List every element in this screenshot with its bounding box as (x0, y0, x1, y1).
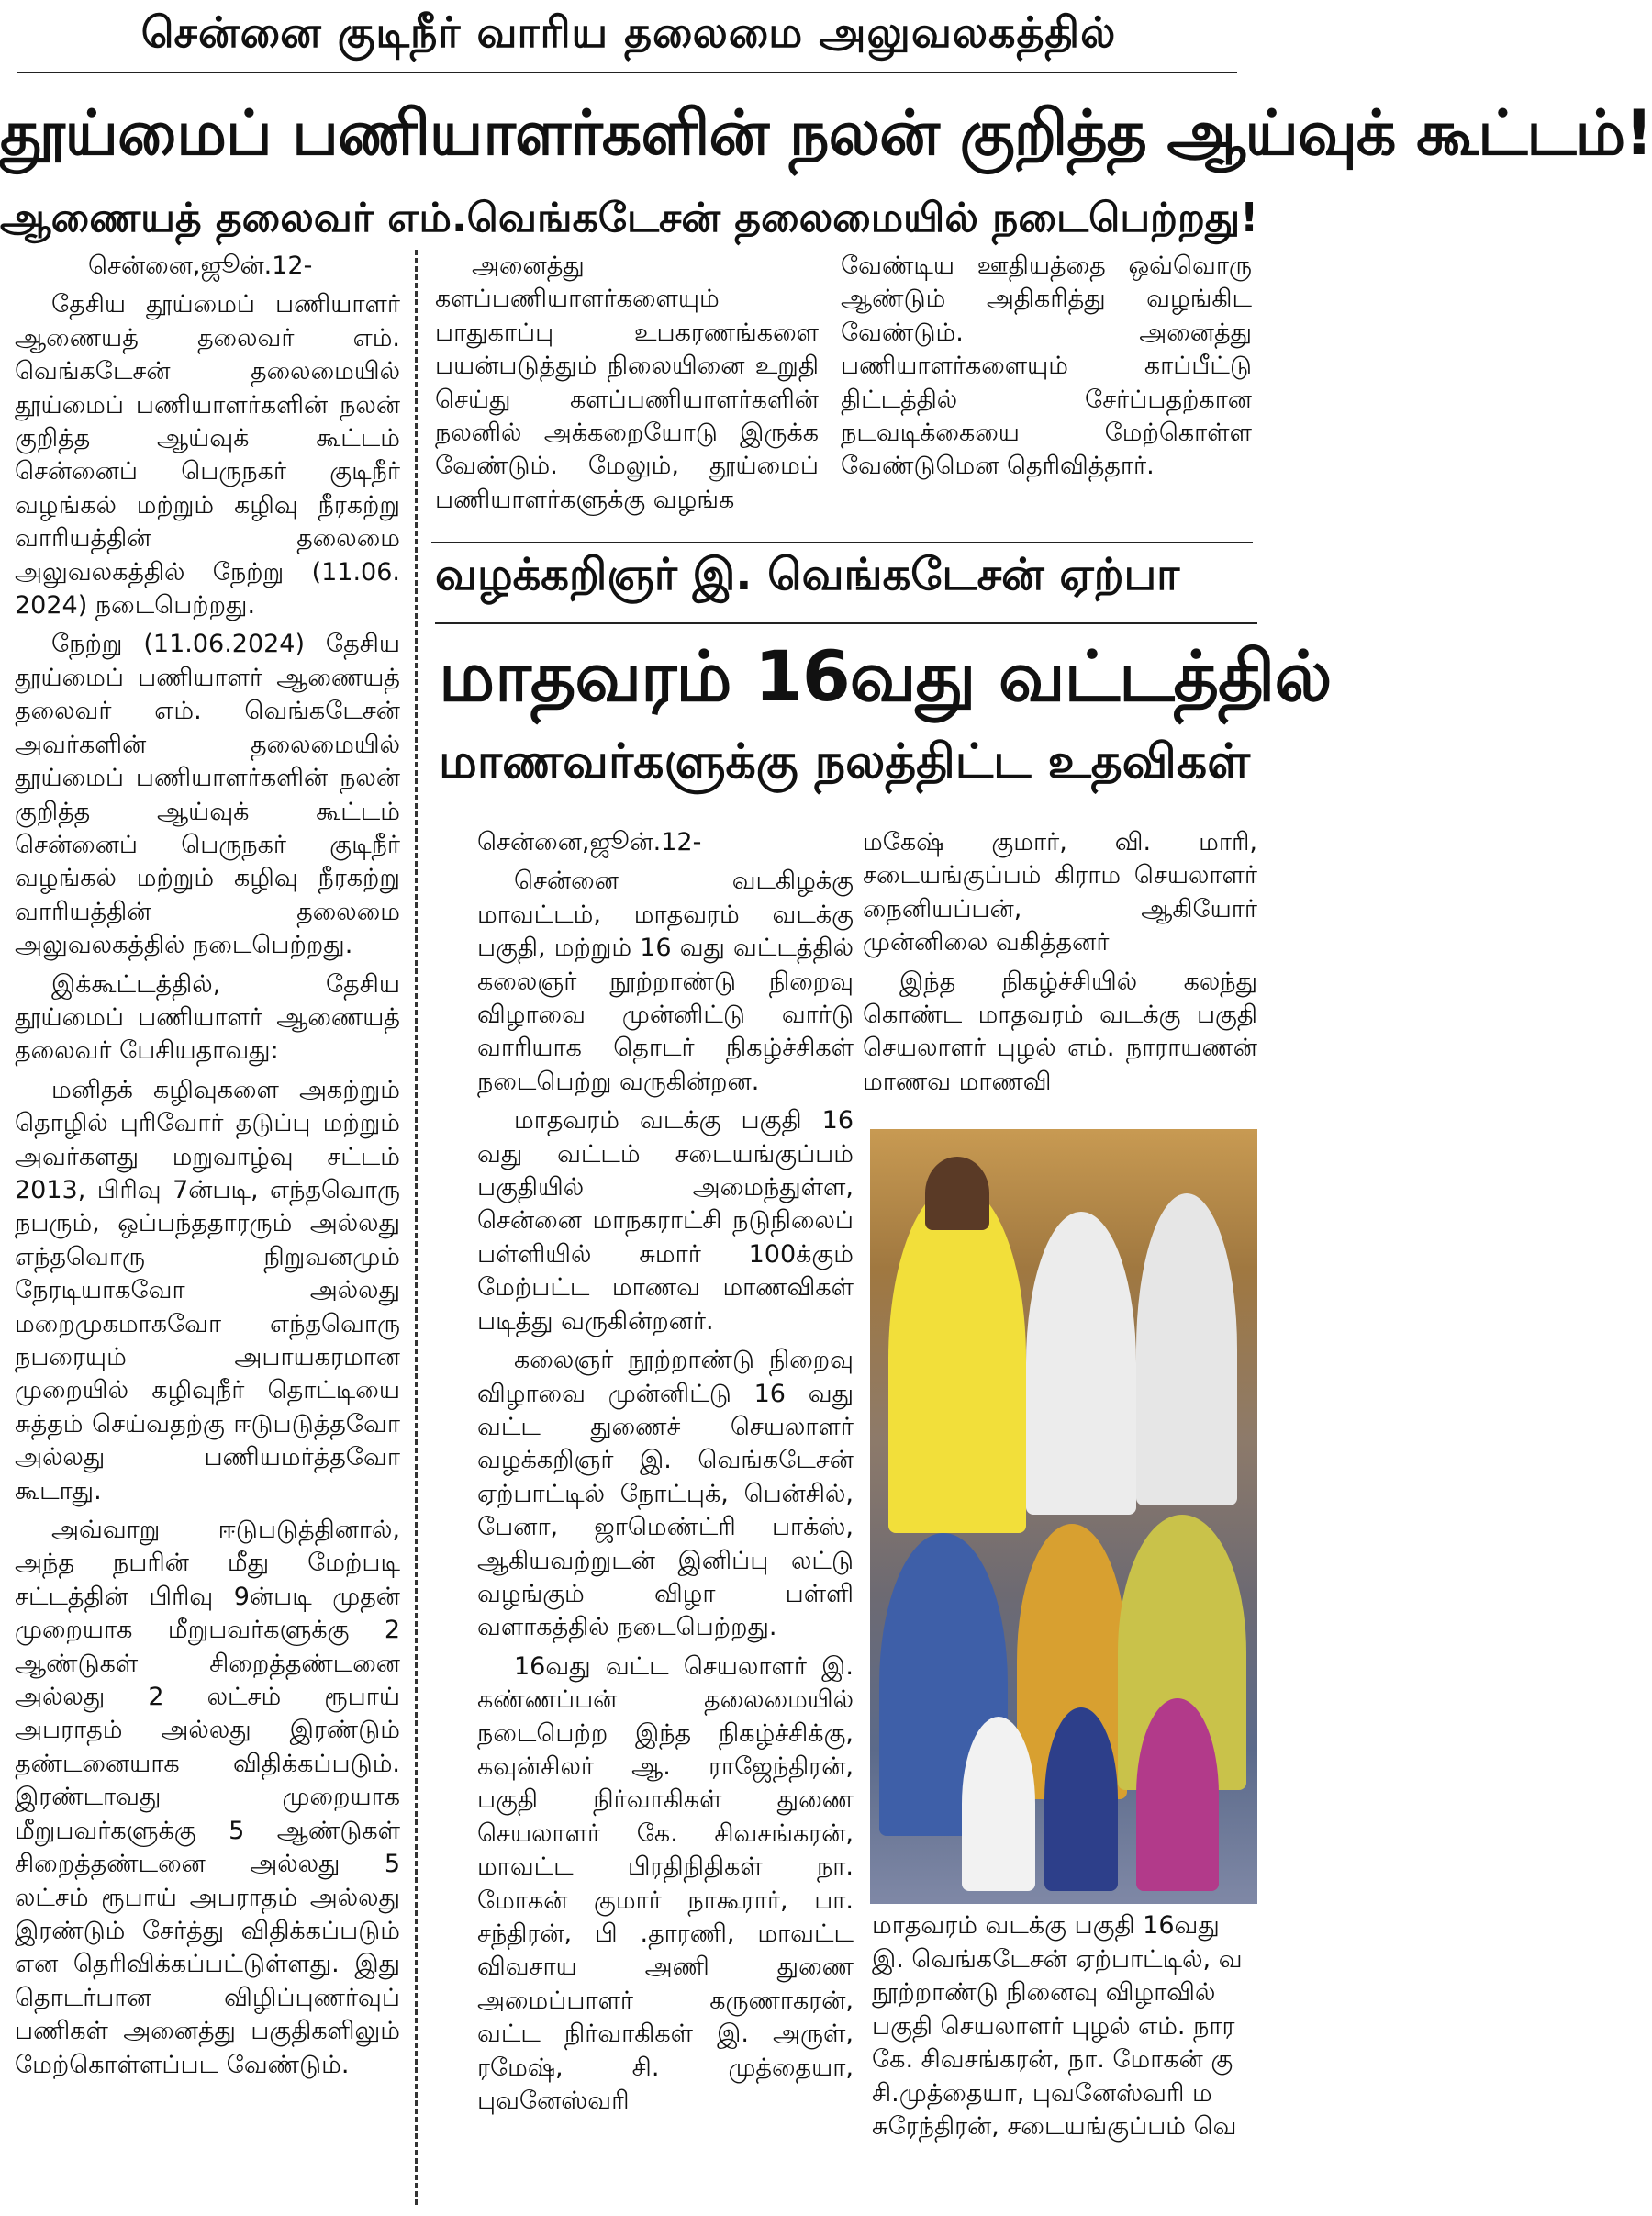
story2-column-2 (863, 826, 1257, 1129)
photo-caption (872, 1909, 1257, 2212)
caption-line: இ. வெங்கடேசன் ஏற்பாட்டில், வ (872, 1944, 1243, 1974)
top-divider (17, 72, 1237, 73)
column-divider (415, 250, 418, 2205)
event-photo (870, 1129, 1257, 1904)
story2-divider (435, 622, 1257, 624)
story2-column-1 (477, 826, 854, 2203)
story2-subheadline: மாணவர்களுக்கு நலத்திட்ட உதவிகள் (439, 734, 1250, 789)
story1-column-1 (15, 250, 400, 2196)
story1-paragraph: அவ்வாறு ஈடுபடுத்தினால், அந்த நபரின் மீது மேற்படி சட்டத்தின் பிரிவு 9ன்படி முதன் முறையாக மீறுபவர்களுக்கு 2 ஆண்டுகள் சிறைத்தண்டனை அல்லது 2 லட்சம் ரூபாய் அபராதம் அல்லது இரண்டும் தண்டனையாக விதிக்கப்படும். இரண்டாவது முறையாக மீறுபவர்களுக்கு 5 ஆண்டுகள் சிறைத்தண்டனை அல்லது 5 லட்சம் ரூபாய் அபராதம் அல்லது இரண்டும் சேர்த்து விதிக்கப்படும் என தெரிவிக்கப்பட்டுள்ளது. இது தொடர்பான விழிப்புணர்வுப் பணிகள் அனைத்து பகுதிகளிலும் மேற்கொள்ளப்பட வேண்டும். (15, 1516, 400, 2079)
story2-paragraph: மகேஷ் குமார், வி. மாரி, சடையங்குப்பம் கிராம செயலாளர் நைனியப்பன், ஆகியோர் முன்னிலை வகித்தனர் (863, 828, 1257, 957)
caption-line: பகுதி செயலாளர் புழல் எம். நார (872, 2011, 1235, 2041)
story1-paragraph: வேண்டிய ஊதியத்தை ஒவ்வொரு ஆண்டும் அதிகரித்து வழங்கிட வேண்டும். அனைத்து பணியாளர்களையும் காப்பீட்டு திட்டத்தில் சேர்ப்பதற்கான நடவடிக்கையை மேற்கொள்ள வேண்டுமென தெரிவித்தார். (841, 252, 1252, 481)
story2-paragraph: மாதவரம் வடக்கு பகுதி 16 வது வட்டம் சடையங்குப்பம் பகுதியில் அமைந்துள்ள, சென்னை மாநகராட்சி நடுநிலைப் பள்ளியில் சுமார் 100க்கும் மேற்பட்ட மாணவ மாணவிகள் படித்து வருகின்றனர். (477, 1106, 854, 1336)
caption-line: சுரேந்திரன், சடையங்குப்பம் வெ (872, 2112, 1237, 2141)
top-kicker: சென்னை குடிநீர் வாரிய தலைமை அலுவலகத்தில் (140, 7, 1117, 57)
photo-figure (925, 1157, 989, 1230)
story1-paragraph: நேற்று (11.06.2024) தேசிய தூய்மைப் பணியாளர் ஆணையத் தலைவர் எம். வெங்கடேசன் அவர்களின் தலைமையில் தூய்மைப் பணியாளர்களின் நலன் குறித்த ஆய்வுக் கூட்டம் சென்னைப் பெருநகர் குடிநீர் வழங்கல் மற்றும் கழிவு நீரகற்று வாரியத்தின் தலைமை அலுவலகத்தில் நடைபெற்றது. (15, 630, 400, 960)
photo-figure (1136, 1698, 1219, 1891)
story1-dateline: சென்னை,ஜூன்.12- (88, 252, 313, 280)
photo-figure (1136, 1193, 1237, 1505)
story2-paragraph: இந்த நிகழ்ச்சியில் கலந்து கொண்ட மாதவரம் வடக்கு பகுதி செயலாளர் புழல் எம். நாராயணன் மாணவ மாணவி (863, 967, 1257, 1096)
photo-figure (962, 1717, 1035, 1891)
story2-paragraph: சென்னை வடகிழக்கு மாவட்டம், மாதவரம் வடக்கு பகுதி, மற்றும் 16 வது வட்டத்தில் கலைஞர் நூற்றாண்டு நிறைவு விழாவை முன்னிட்டு வார்டு வாரியாக தொடர் நிகழ்ச்சிகள் நடைபெற்று வருகின்றன. (477, 867, 854, 1096)
story2-headline: மாதவரம் 16வது வட்டத்தில் (439, 635, 1332, 717)
photo-figure (1044, 1707, 1118, 1891)
photo-figure (1026, 1212, 1136, 1515)
story2-kicker: வழக்கறிஞர் இ. வெங்கடேசன் ஏற்பா (435, 549, 1180, 600)
story2-paragraph: 16வது வட்ட செயலாளர் இ. கண்ணப்பன் தலைமையில் நடைபெற்ற இந்த நிகழ்ச்சிக்கு, கவுன்சிலர் ஆ. ராஜேந்திரன், பகுதி நிர்வாகிகள் துணை செயலாளர் கே. சிவசங்கரன், மாவட்ட பிரதிநிதிகள் நா. மோகன் குமார் நாகூரார், பா. சந்திரன், பி .தாரணி, மாவட்ட விவசாய அணி துணை அமைப்பாளர் கருணாகரன், வட்ட நிர்வாகிகள் இ. அருள், ரமேஷ், சி. முத்தையா, புவனேஸ்வரி (477, 1651, 854, 2116)
caption-line: நூற்றாண்டு நினைவு விழாவில் (872, 1978, 1216, 2007)
story2-paragraph: கலைஞர் நூற்றாண்டு நிறைவு விழாவை முன்னிட்டு 16 வது வட்ட துணைச் செயலாளர் வழக்கறிஞர் இ. வெங்கடேசன் ஏற்பாட்டில் நோட்புக், பென்சில், பேனா, ஜாமெண்ட்ரி பாக்ஸ், ஆகியவற்றுடன் இனிப்பு லட்டு வழங்கும் விழா பள்ளி வளாகத்தில் நடைபெற்றது. (477, 1346, 854, 1642)
story1-paragraph: இக்கூட்டத்தில், தேசிய தூய்மைப் பணியாளர் ஆணையத் தலைவர் பேசியதாவது: (15, 969, 400, 1066)
main-subheadline: ஆணையத் தலைவர் எம்.வெங்கடேசன் தலைமையில் நடைபெற்றது! (0, 195, 1259, 241)
caption-line: சி.முத்தையா, புவனேஸ்வரி ம (872, 2078, 1212, 2108)
story1-paragraph: அனைத்து களப்பணியாளர்களையும் பாதுகாப்பு உபகரணங்களை பயன்படுத்தும் நிலையினை உறுதி செய்து களப்பணியாளர்களின் நலனில் அக்கறையோடு இருக்க வேண்டும். மேலும், தூய்மைப் பணியாளர்களுக்கு வழங்க (435, 252, 819, 514)
story2-dateline: சென்னை,ஜூன்.12- (477, 828, 702, 856)
story1-column-3 (841, 250, 1252, 534)
story1-paragraph: தேசிய தூய்மைப் பணியாளர் ஆணையத் தலைவர் எம். வெங்கடேசன் தலைமையில் தூய்மைப் பணியாளர்களின் நலன் குறித்த ஆய்வுக் கூட்டம் சென்னைப் பெருநகர் குடிநீர் வழங்கல் மற்றும் கழிவு நீரகற்று வாரியத்தின் தலைமை அலுவலகத்தில் நேற்று (11.06. 2024) நடைபெற்றது. (15, 290, 400, 621)
photo-figure (888, 1184, 1026, 1533)
caption-line: மாதவரம் வடக்கு பகுதி 16வது (872, 1911, 1220, 1940)
caption-line: கே. சிவசங்கரன், நா. மோகன் கு (872, 2045, 1233, 2074)
story1-column-2 (435, 250, 819, 534)
main-headline: தூய்மைப் பணியாளர்களின் நலன் குறித்த ஆய்வுக் கூட்டம்! (0, 97, 1652, 170)
story1-paragraph: மனிதக் கழிவுகளை அகற்றும் தொழில் புரிவோர் தடுப்பு மற்றும் அவர்களது மறுவாழ்வு சட்டம் 2013, பிரிவு 7ன்படி, எந்தவொரு நபரும், ஒப்பந்ததாரரும் அல்லது எந்தவொரு நிறுவனமும் நேரடியாகவோ அல்லது மறைமுகமாகவோ எந்தவொரு நபரையும் அபாயகரமான முறையில் கழிவுநீர் தொட்டியை சுத்தம் செய்வதற்கு ஈடுபடுத்தவோ அல்லது பணியமர்த்தவோ கூடாது. (15, 1075, 400, 1505)
section-divider (431, 542, 1253, 543)
